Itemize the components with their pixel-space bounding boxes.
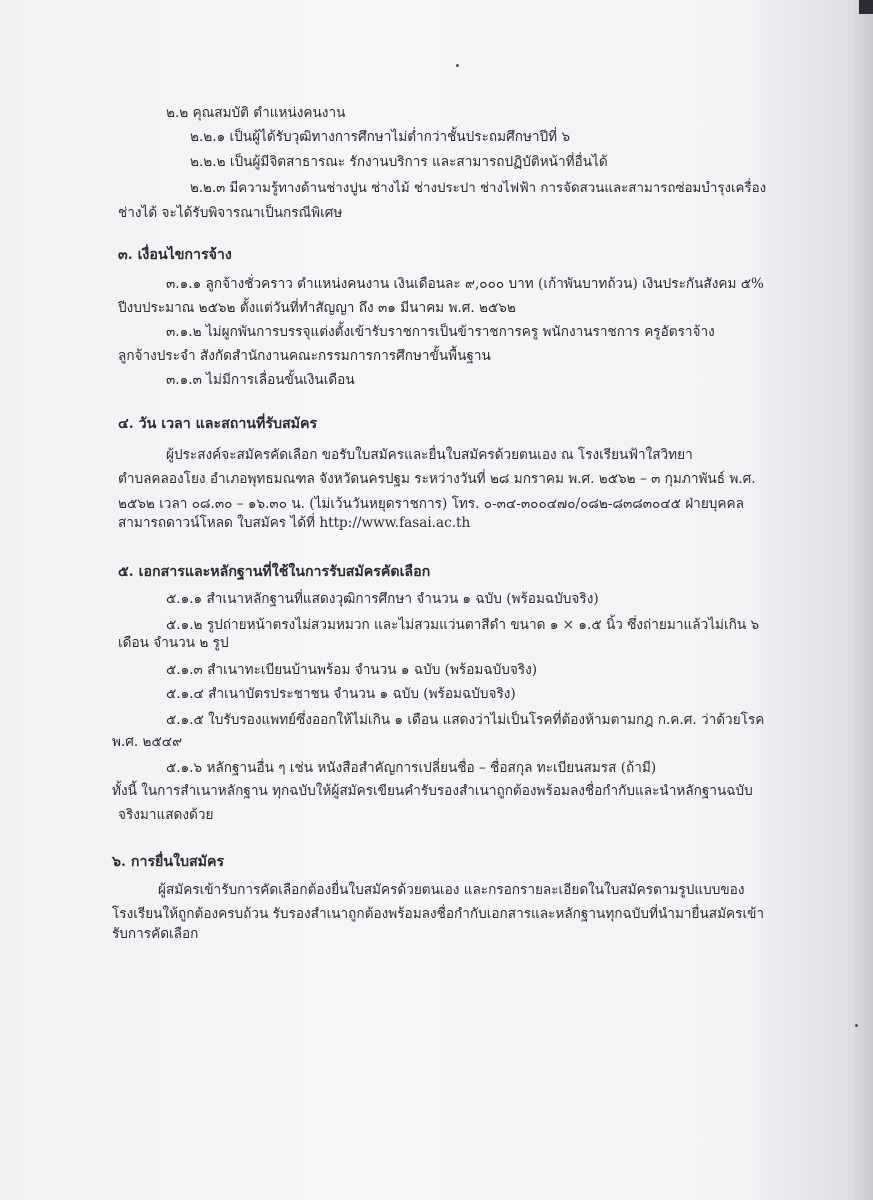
section-5-line-7: พ.ศ. ๒๕๔๙ (112, 734, 183, 750)
section-6-line-2: โรงเรียนให้ถูกต้องครบถ้วน รับรองสำเนาถูกต้องพร้อมลงชื่อกำกับเอกสารและหลักฐานทุกฉบับที่นำมายื่นสมัครเข้า (112, 906, 765, 922)
section-2-2-item-3: ๒.๒.๓ มีความรู้ทางด้านช่างปูน ช่างไม้ ช่างประปา ช่างไฟฟ้า การจัดสวนและสามารถซ่อมบำรุงเครื่อง (190, 181, 767, 196)
section-2-2-item-1: ๒.๒.๑ เป็นผู้ได้รับวุฒิทางการศึกษาไม่ต่ำกว่าชั้นประถมศึกษาปีที่ ๖ (190, 129, 571, 145)
section-5-line-10: จริงมาแสดงด้วย (118, 807, 214, 823)
section-4-line-1: ผู้ประสงค์จะสมัครคัดเลือก ขอรับใบสมัครและยื่นใบสมัครด้วยตนเอง ณ โรงเรียนฟ้าใสวิทยา (166, 447, 693, 463)
section-2-2-heading: ๒.๒ คุณสมบัติ ตำแหน่งคนงาน (166, 105, 346, 121)
section-5-line-5: ๕.๑.๔ สำเนาบัตรประชาชน จำนวน ๑ ฉบับ (พร้อมฉบับจริง) (166, 686, 516, 702)
section-5-line-8: ๕.๑.๖ หลักฐานอื่น ๆ เช่น หนังสือสำคัญการเปลี่ยนชื่อ – ชื่อสกุล ทะเบียนสมรส (ถ้ามี) (166, 760, 657, 776)
page-corner (859, 0, 873, 14)
section-5-line-6: ๕.๑.๕ ใบรับรองแพทย์ซึ่งออกให้ไม่เกิน ๑ เดือน แสดงว่าไม่เป็นโรคที่ต้องห้ามตามกฎ ก.ค.ศ. ว่าด้วยโรค (166, 712, 765, 728)
scan-speck (456, 64, 459, 67)
section-6-line-3: รับการคัดเลือก (112, 926, 199, 942)
section-6-line-1: ผู้สมัครเข้ารับการคัดเลือกต้องยื่นใบสมัครด้วยตนเอง และกรอกรายละเอียดในใบสมัครตามรูปแบบของ (158, 882, 745, 898)
section-2-2-item-2: ๒.๒.๒ เป็นผู้มีจิตสาธารณะ รักงานบริการ และสามารถปฏิบัติหน้าที่อื่นได้ (190, 154, 608, 170)
section-5-line-4: ๕.๑.๓ สำเนาทะเบียนบ้านพร้อม จำนวน ๑ ฉบับ (พร้อมฉบับจริง) (166, 662, 538, 678)
section-3-line-1: ๓.๑.๑ ลูกจ้างชั่วคราว ตำแหน่งคนงาน เงินเดือนละ ๙,๐๐๐ บาท (เก้าพันบาทถ้วน) เงินประกันสังคม ๕% (166, 276, 764, 292)
section-3-line-5: ๓.๑.๓ ไม่มีการเลื่อนขั้นเงินเดือน (166, 372, 355, 388)
section-2-2-item-3-cont: ช่างได้ จะได้รับพิจารณาเป็นกรณีพิเศษ (118, 205, 343, 221)
section-3-line-2: ปีงบประมาณ ๒๕๖๒ ตั้งแต่วันที่ทำสัญญา ถึง ๓๑ มีนาคม พ.ศ. ๒๕๖๒ (118, 300, 516, 316)
section-4-heading: ๔. วัน เวลา และสถานที่รับสมัคร (118, 416, 318, 432)
section-3-line-4: ลูกจ้างประจำ สังกัดสำนักงานคณะกรรมการการศึกษาขั้นพื้นฐาน (118, 348, 491, 364)
section-5-line-9: ทั้งนี้ ในการสำเนาหลักฐาน ทุกฉบับให้ผู้สมัครเขียนคำรับรองสำเนาถูกต้องพร้อมลงชื่อกำกับและนำหลักฐานฉบับ (112, 783, 753, 799)
page-edge-shadow (851, 0, 873, 1200)
section-4-line-4: สามารถดาวน์โหลด ใบสมัคร ได้ที่ http://www.fasai.ac.th (118, 515, 471, 531)
section-3-heading: ๓. เงื่อนไขการจ้าง (118, 247, 232, 263)
section-4-line-2: ตำบลคลองโยง อำเภอพุทธมณฑล จังหวัดนครปฐม ระหว่างวันที่ ๒๘ มกราคม พ.ศ. ๒๕๖๒ – ๓ กุมภาพันธ์ พ.ศ. (118, 471, 756, 487)
section-5-line-3: เดือน จำนวน ๒ รูป (118, 635, 229, 651)
section-4-line-3: ๒๕๖๒ เวลา ๐๘.๓๐ – ๑๖.๓๐ น. (ไม่เว้นวันหยุดราชการ) โทร. ๐-๓๔-๓๐๐๔๗๐/๐๘๒-๘๓๘๓๐๔๕ ฝ่ายบุคคล (118, 496, 744, 512)
section-5-heading: ๕. เอกสารและหลักฐานที่ใช้ในการรับสมัครคัดเลือก (118, 564, 431, 580)
section-5-line-1: ๕.๑.๑ สำเนาหลักฐานที่แสดงวุฒิการศึกษา จำนวน ๑ ฉบับ (พร้อมฉบับจริง) (166, 591, 599, 607)
section-6-heading: ๖. การยื่นใบสมัคร (112, 854, 225, 870)
scan-speck (855, 1024, 858, 1027)
section-3-line-3: ๓.๑.๒ ไม่ผูกพันการบรรจุแต่งตั้งเข้ารับราชการเป็นข้าราชการครู พนักงานราชการ ครูอัตราจ้าง (166, 324, 715, 340)
section-5-line-2: ๕.๑.๒ รูปถ่ายหน้าตรงไม่สวมหมวก และไม่สวมแว่นตาสีดำ ขนาด ๑ × ๑.๕ นิ้ว ซึ่งถ่ายมาแล้วไม่เกิน ๖ (166, 617, 760, 633)
